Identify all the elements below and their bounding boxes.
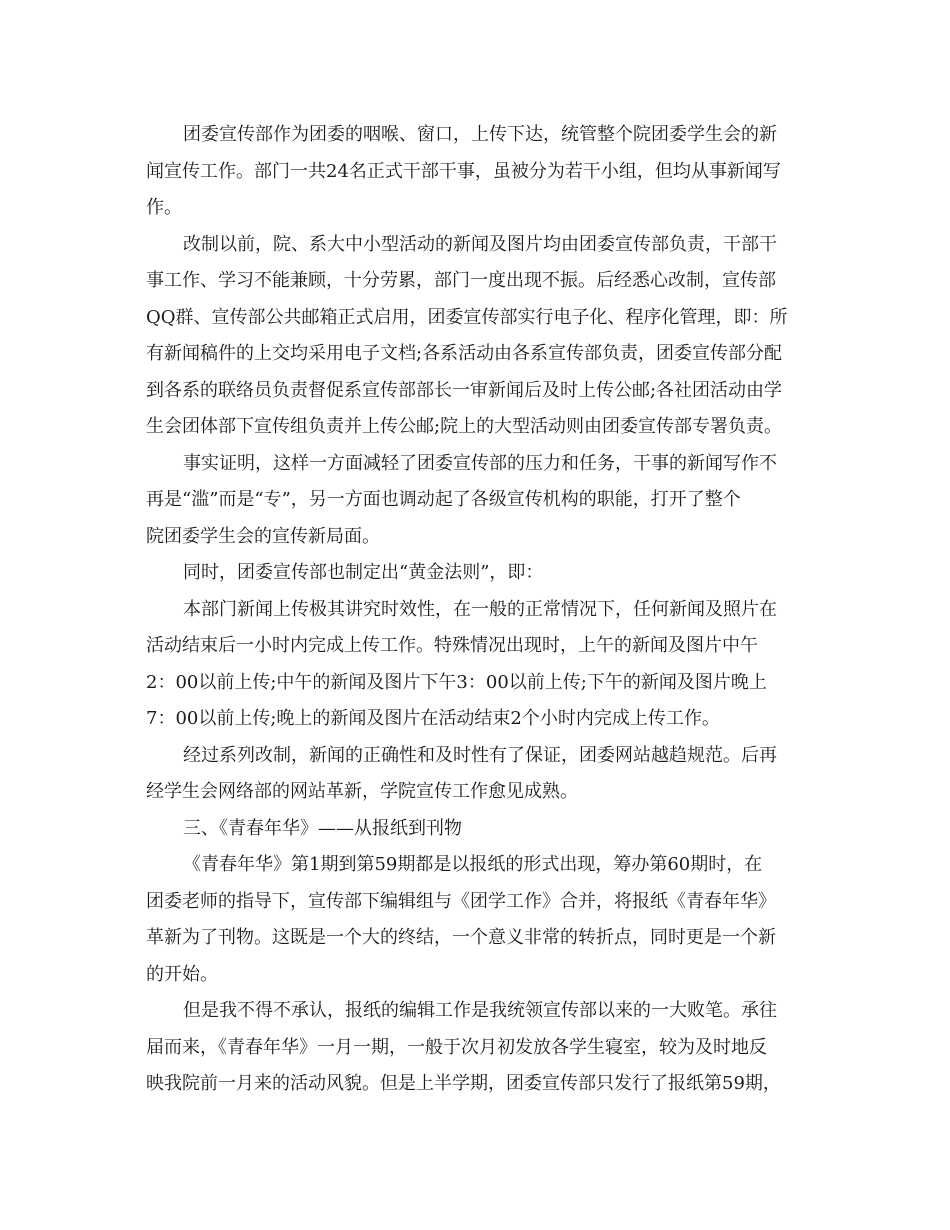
- paragraph-line: 届而来，《青春年华》一月一期，一般于次月初发放各学生寝室，较为及时地反: [146, 1036, 767, 1058]
- document-body: [146, 117, 810, 1103]
- paragraph-line: 《青春年华》第1期到第59期都是以报纸的形式出现，筹办第60期时，在: [183, 854, 763, 875]
- paragraph-line: 再是“滥”而是“专”，另一方面也调动起了各级宣传机构的职能，打开了整个: [146, 489, 741, 510]
- paragraph-line: 院团委学生会的宣传新局面。: [146, 525, 380, 547]
- paragraph-line: 生会团体部下宣传组负责并上传公邮;院上的大型活动则由团委宣传部专署负责。: [146, 416, 783, 437]
- paragraph-line: 2：00以前上传;中午的新闻及图片下午3：00以前上传;下午的新闻及图片晚上: [146, 671, 767, 693]
- paragraph-line: 有新闻稿件的上交均采用电子文档;各系活动由各系宣传部负责，团委宣传部分配: [146, 343, 783, 364]
- paragraph-line: 映我院前一月来的活动风貌。但是上半学期，团委宣传部只发行了报纸第59期，: [146, 1073, 781, 1094]
- paragraph-line: 闻宣传工作。部门一共24名正式干部干事，虽被分为若干小组，但均从事新闻写: [146, 160, 781, 182]
- paragraph-line: 本部门新闻上传极其讲究时效性，在一般的正常情况下，任何新闻及照片在: [183, 598, 777, 620]
- paragraph-line: 同时，团委宣传部也制定出“黄金法则”，即：: [183, 562, 544, 583]
- paragraph-line: 7：00以前上传;晚上的新闻及图片在活动结束2个小时内完成上传工作。: [146, 708, 720, 729]
- paragraph-line: QQ群、宣传部公共邮箱正式启用，团委宣传部实行电子化、程序化管理，即：所: [146, 306, 788, 328]
- paragraph-line: 团委宣传部作为团委的咽喉、窗口，上传下达，统管整个院团委学生会的新: [183, 124, 777, 145]
- paragraph-line: 革新为了刊物。这既是一个大的终结，一个意义非常的转折点，同时更是一个新: [146, 927, 776, 948]
- paragraph-line: 但是我不得不承认，报纸的编辑工作是我统领宣传部以来的一大败笔。承往: [183, 1000, 777, 1021]
- paragraph-line: 改制以前，院、系大中小型活动的新闻及图片均由团委宣传部负责，干部干: [183, 233, 777, 255]
- paragraph-line: 活动结束后一小时内完成上传工作。特殊情况出现时，上午的新闻及图片中午: [146, 635, 758, 656]
- paragraph-line: 作。: [146, 197, 182, 218]
- paragraph-line: 团委老师的指导下，宣传部下编辑组与《团学工作》合并，将报纸《青春年华》: [146, 890, 776, 912]
- paragraph-line: 事工作、学习不能兼顾，十分劳累，部门一度出现不振。后经悉心改制，宣传部: [146, 270, 776, 291]
- section-heading: 三、《青春年华》——从报纸到刊物: [183, 817, 462, 839]
- paragraph-line: 到各系的联络员负责督促系宣传部部长一审新闻后及时上传公邮;各社团活动由学: [146, 379, 783, 401]
- paragraph-line: 经学生会网络部的网站革新，学院宣传工作愈见成熟。: [146, 781, 578, 802]
- paragraph-line: 经过系列改制，新闻的正确性和及时性有了保证，团委网站越趋规范。后再: [183, 744, 777, 766]
- paragraph-line: 事实证明，这样一方面减轻了团委宣传部的压力和任务，干事的新闻写作不: [183, 452, 777, 474]
- paragraph-line: 的开始。: [146, 963, 218, 985]
